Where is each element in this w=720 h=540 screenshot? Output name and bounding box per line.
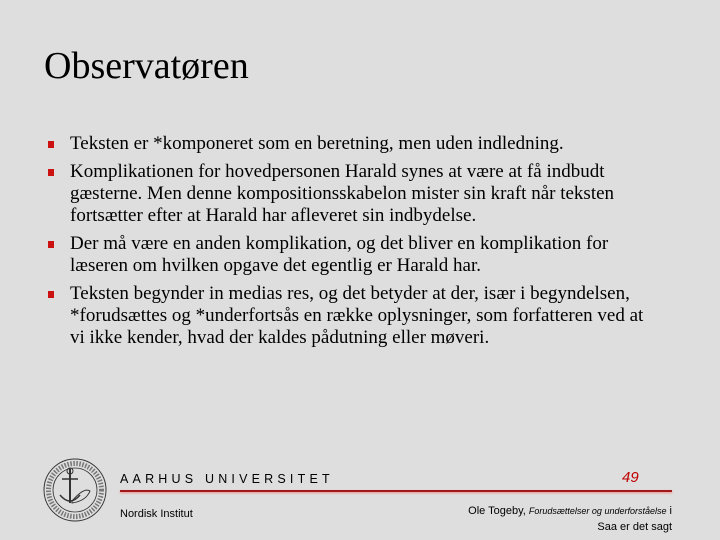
bullet-text: fortsætter efter at Harald har afleveret sin indbydelse.	[70, 205, 477, 226]
bullet-square-icon	[48, 141, 54, 148]
bullet-text: gæsterne. Men denne kompositionsskabelon mister sin kraft når teksten	[70, 183, 615, 204]
bullet-text: vi ikke kender, hvad der kaldes pådutning eller møveri.	[70, 327, 490, 348]
bullet-text: Komplikationen for hovedpersonen Harald synes at være at få indbudt	[70, 161, 605, 182]
bullet-item	[44, 133, 694, 155]
footer-divider	[120, 490, 672, 492]
slide-title: Observatøren	[44, 45, 249, 87]
author: Ole Togeby,	[468, 505, 526, 517]
bullet-text: Der må være en anden komplikation, og det bliver en komplikation for	[70, 233, 609, 254]
bullet-text: Teksten begynder in medias res, og det betyder at der, især i begyndelsen,	[70, 283, 630, 304]
bullet-text: læseren om hvilken opgave det egentlig er Harald har.	[70, 255, 482, 276]
bullet-text: Teksten er *komponeret som en beretning, men uden indledning.	[70, 133, 564, 154]
bullet-text: *forudsættes og *underfortsås en række oplysninger, som forfatteren ved at	[70, 305, 644, 326]
connector: i	[669, 505, 672, 517]
bullet-square-icon	[48, 169, 54, 176]
bullet-item	[44, 283, 694, 349]
bullet-list	[44, 133, 694, 355]
book-title: Saa er det sagt	[597, 521, 672, 533]
bullet-square-icon	[48, 241, 54, 248]
bullet-square-icon	[48, 291, 54, 298]
page-number: 49	[622, 469, 639, 486]
bullet-item	[44, 161, 694, 227]
work-title: Forudsættelser og underforståelse	[528, 506, 667, 516]
university-seal-logo	[42, 457, 108, 523]
university-name: AARHUS UNIVERSITET	[120, 472, 334, 486]
institute-name: Nordisk Institut	[120, 508, 193, 520]
footer-credit	[468, 503, 672, 535]
bullet-item	[44, 233, 694, 277]
